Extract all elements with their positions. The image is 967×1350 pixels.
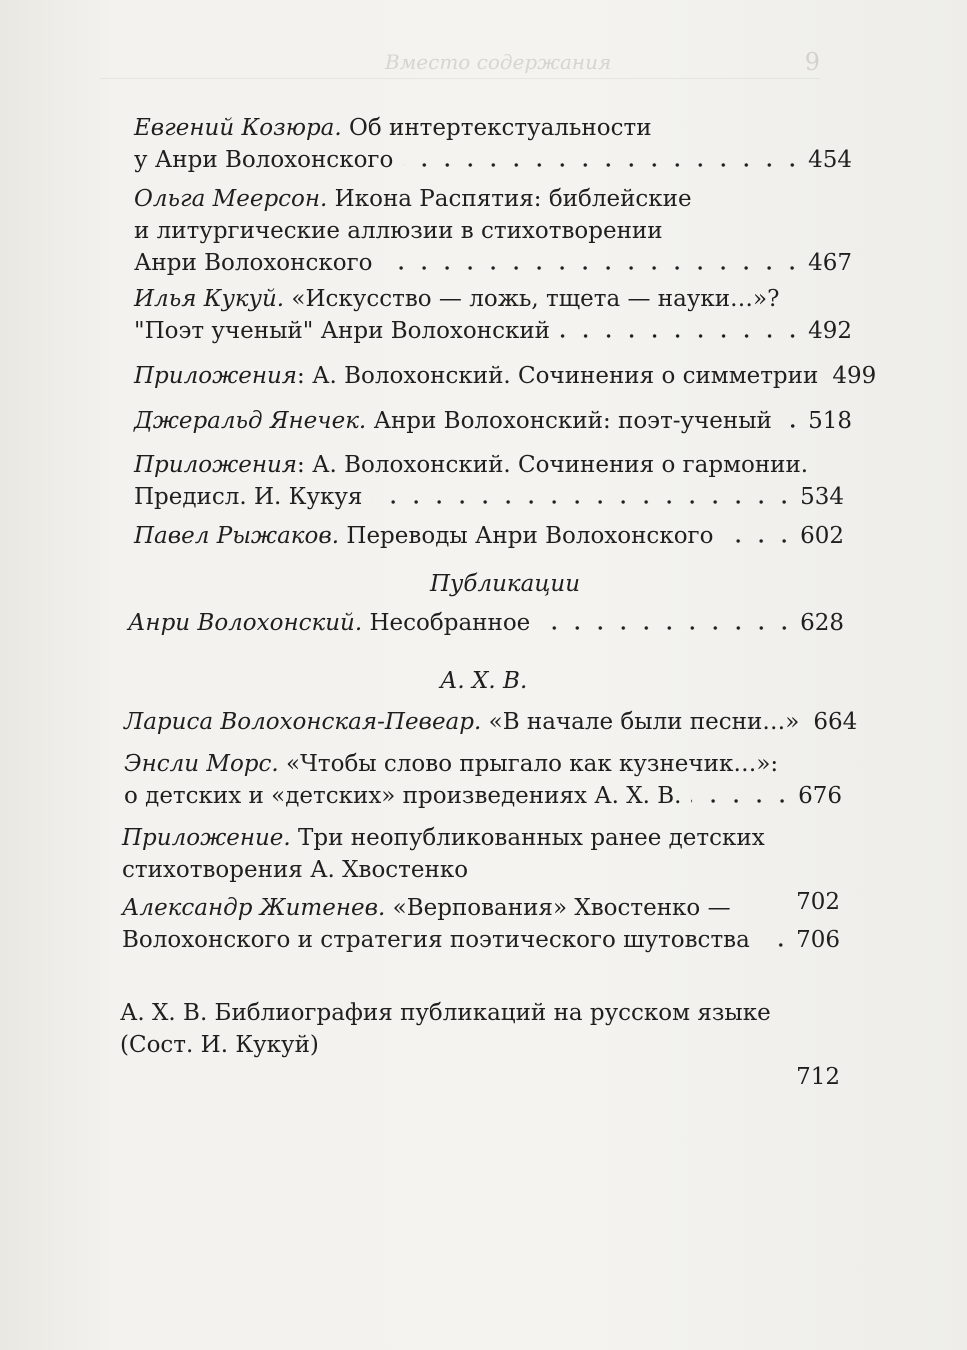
- entry-author: Анри Волохонский.: [128, 610, 363, 636]
- toc-entry[interactable]: [134, 112, 852, 176]
- entry-title-line: Анри Волохонский: поэт-ученый: [373, 408, 772, 434]
- entry-author: Евгений Козюра.: [134, 115, 342, 141]
- toc-entry[interactable]: [134, 283, 852, 347]
- dot-leader: [403, 162, 804, 168]
- running-head-page-number: 9: [804, 48, 820, 76]
- toc-entry[interactable]: [134, 183, 852, 279]
- entry-page-number: 492: [808, 318, 852, 344]
- entry-title-line: Переводы Анри Волохонского: [346, 523, 714, 549]
- dot-leader: [723, 538, 796, 544]
- dot-leader: [540, 625, 796, 631]
- entry-page-number: 534: [800, 484, 844, 510]
- entry-title-line: Несобранное: [369, 610, 531, 636]
- toc-entry[interactable]: [122, 892, 840, 956]
- entry-title-line: (Сост. И. Кукуй): [120, 1032, 319, 1058]
- dot-leader: [382, 265, 804, 271]
- entry-page-number: 712: [796, 1064, 840, 1090]
- running-head: [100, 48, 820, 79]
- entry-page-number: 602: [800, 523, 844, 549]
- entry-author: Приложения: [134, 452, 298, 478]
- entry-title-line: Икона Распятия: библейские: [334, 186, 692, 212]
- entry-title-line: "Поэт ученый" Анри Волохонский: [134, 318, 550, 344]
- entry-author: Энсли Морс.: [124, 751, 279, 777]
- entry-title-line: Об интертекстуальности: [349, 115, 652, 141]
- entry-page-number: 467: [808, 250, 852, 276]
- dot-leader: [560, 333, 804, 339]
- entry-page-number: 664: [813, 709, 858, 735]
- entry-title-line: «Искусство — ложь, тщета — науки…»?: [291, 286, 780, 312]
- entry-title-line: «Чтобы слово прыгало как кузнечик…»:: [286, 751, 779, 777]
- entry-title-line: и литургические аллюзии в стихотворении: [134, 218, 663, 244]
- section-heading-ahv: А. Х. В.: [440, 668, 528, 694]
- toc-entry[interactable]: [120, 997, 840, 1093]
- entry-page-number: 676: [798, 783, 842, 809]
- section-heading-publications: Публикации: [430, 571, 581, 597]
- entry-title-line: : А. Волохонский. Сочинения о гармонии.: [297, 452, 809, 478]
- entry-title-line: стихотворения А. Хвостенко: [122, 857, 469, 883]
- toc-entry[interactable]: [124, 748, 842, 812]
- entry-title-line: : А. Волохонский. Сочинения о симметрии: [297, 363, 819, 389]
- entry-title-line: Три неопубликованных ранее детских: [298, 825, 765, 851]
- toc-entry[interactable]: [124, 706, 858, 738]
- dot-leader: [760, 942, 792, 948]
- entry-title-line: А. Х. В. Библиография публикаций на русском языке: [120, 1000, 771, 1026]
- entry-author: Илья Кукуй.: [134, 286, 285, 312]
- running-head-title: Вместо содержания: [385, 50, 612, 74]
- entry-page-number: 706: [796, 927, 840, 953]
- entry-author: Лариса Волохонская-Певеар.: [124, 709, 482, 735]
- entry-title-line: у Анри Волохонского: [134, 147, 394, 173]
- dot-leader: [691, 798, 794, 804]
- dot-leader: [372, 499, 796, 505]
- entry-page-number: 702: [796, 889, 840, 915]
- entry-page-number: 499: [832, 363, 877, 389]
- entry-author: Приложение.: [122, 825, 291, 851]
- entry-author: Приложения: [134, 363, 298, 389]
- entry-author: Ольга Меерсон.: [134, 186, 328, 212]
- toc-entry[interactable]: [134, 360, 877, 392]
- entry-page-number: 518: [808, 408, 852, 434]
- toc-entry[interactable]: [134, 520, 844, 552]
- entry-title-line: Анри Волохонского: [134, 250, 373, 276]
- entry-title-line: «Верпования» Хвостенко —: [392, 895, 731, 921]
- entry-title-line: Предисл. И. Кукуя: [134, 484, 363, 510]
- dot-leader: [782, 423, 804, 429]
- entry-page-number: 454: [808, 147, 852, 173]
- entry-page-number: 628: [800, 610, 844, 636]
- entry-title-line: «В начале были песни…»: [488, 709, 800, 735]
- entry-title-line: о детских и «детских» произведениях А. Х. В.: [124, 783, 682, 809]
- toc-entry[interactable]: [128, 607, 844, 639]
- toc-entry[interactable]: [134, 405, 852, 437]
- entry-author: Александр Житенев.: [122, 895, 386, 921]
- entry-author: Павел Рыжаков.: [134, 523, 340, 549]
- entry-author: Джеральд Янечек.: [134, 408, 367, 434]
- toc-entry[interactable]: [134, 449, 844, 513]
- entry-title-line: Волохонского и стратегия поэтического шутовства: [122, 927, 750, 953]
